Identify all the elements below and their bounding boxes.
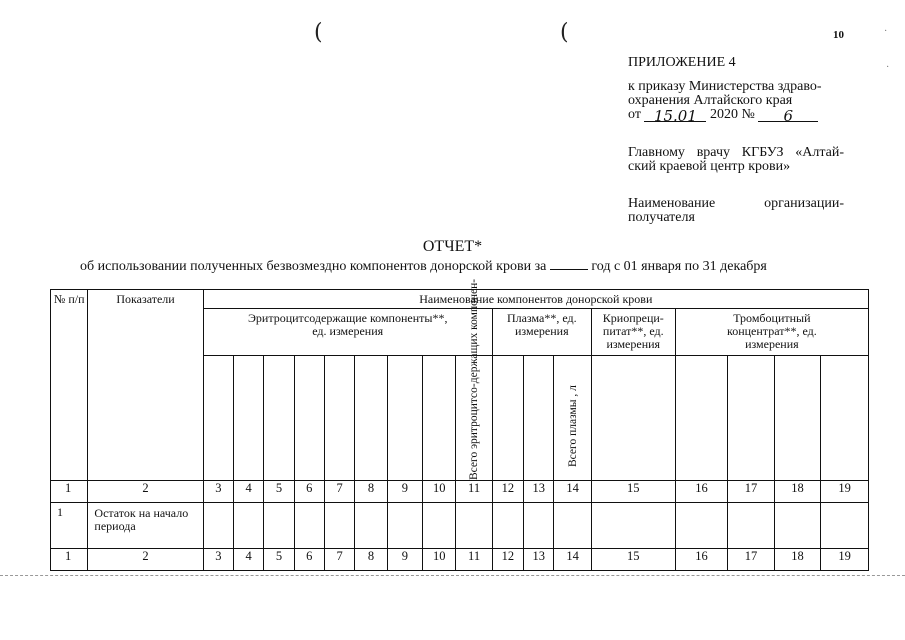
column-number-cell — [423, 549, 456, 571]
column-number-cell — [51, 481, 88, 503]
column-number: 10 — [432, 549, 446, 563]
column-number-cell — [591, 481, 675, 503]
column-number-cell — [456, 481, 492, 503]
column-number-cell — [524, 481, 554, 503]
column-number-cell — [728, 549, 775, 571]
report-subtitle-start: об использовании полученных безвозмездно компонентов донорской крови за — [80, 259, 547, 274]
subcol-erythro-total: Всего эритроцитсо-держащих компонен- — [456, 356, 492, 481]
subcol-9 — [387, 356, 422, 481]
order-date-field — [644, 107, 706, 125]
column-number: 4 — [245, 549, 252, 563]
column-number-cell — [355, 481, 387, 503]
column-number: 1 — [65, 481, 72, 495]
column-number-cell — [324, 481, 354, 503]
column-number: 12 — [501, 481, 515, 495]
report-subtitle-end: год с 01 января по 31 декабря — [591, 259, 767, 274]
column-number-cell — [88, 549, 203, 571]
column-number: 9 — [401, 481, 408, 495]
column-number: 18 — [791, 481, 804, 495]
column-number: 15 — [627, 549, 640, 563]
column-number: 3 — [215, 549, 222, 563]
column-number: 8 — [367, 549, 375, 563]
order-from-label: от — [628, 107, 641, 122]
header-cryo-group: Криопреци-питат**, ед. измерения — [591, 309, 675, 356]
column-number: 1 — [65, 549, 72, 563]
column-number: 2 — [142, 481, 149, 495]
column-number: 3 — [215, 481, 222, 495]
order-number-field — [758, 107, 818, 125]
punch-mark-right: ( — [560, 20, 569, 45]
column-numbers-row — [51, 481, 869, 503]
column-number: 6 — [306, 481, 313, 495]
subcol-6 — [294, 356, 324, 481]
recipient-line-1: Наименование организации- — [628, 196, 844, 211]
order-date-value: 15.01 — [653, 107, 697, 125]
report-table — [50, 278, 869, 571]
header-components: Наименование компонентов донорской крови — [203, 290, 868, 309]
page-number: 10 — [833, 29, 844, 41]
subcol-19 — [821, 356, 869, 481]
column-number-cell — [591, 549, 675, 571]
addressee-line-1: Главному врачу КГБУЗ «Алтай- — [628, 145, 844, 160]
column-number: 16 — [695, 481, 708, 495]
column-number-cell — [774, 549, 821, 571]
column-number-cell — [821, 481, 869, 503]
order-line-2: охранения Алтайского края — [628, 93, 793, 108]
column-number: 9 — [401, 549, 408, 563]
column-number-cell — [456, 549, 492, 571]
column-number-cell — [355, 549, 387, 571]
column-number: 4 — [245, 481, 252, 495]
column-number: 18 — [791, 549, 804, 563]
subcol-3 — [203, 356, 233, 481]
subcol-8 — [355, 356, 387, 481]
column-number: 12 — [501, 549, 515, 563]
order-number-value: 6 — [783, 107, 794, 125]
column-number: 15 — [627, 481, 640, 495]
column-number-cell — [264, 481, 294, 503]
subcol-4 — [233, 356, 263, 481]
column-number: 17 — [744, 481, 758, 495]
subcol-12 — [492, 356, 523, 481]
page-fold-line — [0, 575, 905, 576]
recipient-line-2: получателя — [628, 210, 695, 225]
appendix-title: ПРИЛОЖЕНИЕ 4 — [628, 55, 736, 70]
header-erythro-group: Эритроцитсодержащие компоненты**, ед. измерения — [203, 309, 492, 356]
order-year-label: 2020 № — [709, 107, 755, 122]
subcol-plasma-total: Всего плазмы , л — [554, 356, 591, 481]
column-number-cell — [203, 549, 233, 571]
column-number-cell — [492, 549, 523, 571]
column-number-cell — [524, 549, 554, 571]
column-number-cell — [233, 481, 263, 503]
addressee-line-2: ский краевой центр крови» — [628, 159, 791, 174]
column-number-cell — [423, 481, 456, 503]
column-number-cell — [324, 549, 354, 571]
column-number: 11 — [468, 549, 481, 563]
row-number: 1 — [51, 503, 88, 549]
header-platelets-group: Тромбоцитный концентрат**, ед. измерения — [675, 309, 868, 356]
column-number: 7 — [336, 481, 343, 495]
column-number: 5 — [275, 549, 283, 563]
subcol-15 — [591, 356, 675, 481]
subcol-16 — [675, 356, 728, 481]
column-number-cell — [675, 481, 728, 503]
scan-speck: · — [884, 26, 888, 37]
column-number-cell — [675, 549, 728, 571]
column-number-cell — [554, 481, 591, 503]
column-number-cell — [492, 481, 523, 503]
subcol-5 — [264, 356, 294, 481]
report-year-blank — [550, 258, 588, 270]
subcol-17 — [728, 356, 775, 481]
subcol-7 — [324, 356, 354, 481]
header-row-number: № п/п — [51, 290, 88, 481]
column-number: 13 — [532, 481, 545, 495]
column-number: 14 — [566, 481, 579, 495]
scan-speck: · — [886, 62, 890, 73]
column-number: 2 — [142, 549, 149, 563]
column-numbers-row — [51, 549, 869, 571]
column-number: 10 — [432, 481, 446, 495]
column-number-cell — [728, 481, 775, 503]
header-plasma-group: Плазма**, ед. измерения — [492, 309, 591, 356]
column-number: 5 — [275, 481, 283, 495]
column-number: 13 — [532, 549, 545, 563]
column-number-cell — [294, 481, 324, 503]
subcol-18 — [774, 356, 821, 481]
column-number: 8 — [367, 481, 375, 495]
column-number-cell — [51, 549, 88, 571]
report-title: ОТЧЕТ* — [422, 238, 483, 255]
column-number: 14 — [566, 549, 579, 563]
order-line-1: к приказу Министерства здраво- — [628, 79, 822, 94]
column-number-cell — [264, 549, 294, 571]
column-number-cell — [233, 549, 263, 571]
column-number: 6 — [306, 549, 313, 563]
column-number: 19 — [838, 549, 851, 563]
column-number: 17 — [744, 549, 758, 563]
punch-mark-left: ( — [314, 20, 323, 45]
column-number-cell — [387, 481, 422, 503]
column-number-cell — [203, 481, 233, 503]
report-subtitle — [80, 258, 767, 275]
column-number-cell — [554, 549, 591, 571]
column-number-cell — [774, 481, 821, 503]
order-date-line — [628, 107, 848, 125]
column-number: 16 — [695, 549, 708, 563]
subcol-10 — [423, 356, 456, 481]
header-indicators: Показатели — [88, 290, 203, 481]
column-number: 7 — [336, 549, 343, 563]
column-number-cell — [387, 549, 422, 571]
column-number-cell — [294, 549, 324, 571]
column-number-cell — [88, 481, 203, 503]
row-label: Остаток на начало периода — [88, 503, 203, 549]
column-number: 19 — [838, 481, 851, 495]
subcol-13 — [524, 356, 554, 481]
column-number: 11 — [468, 481, 481, 495]
column-number-cell — [821, 549, 869, 571]
